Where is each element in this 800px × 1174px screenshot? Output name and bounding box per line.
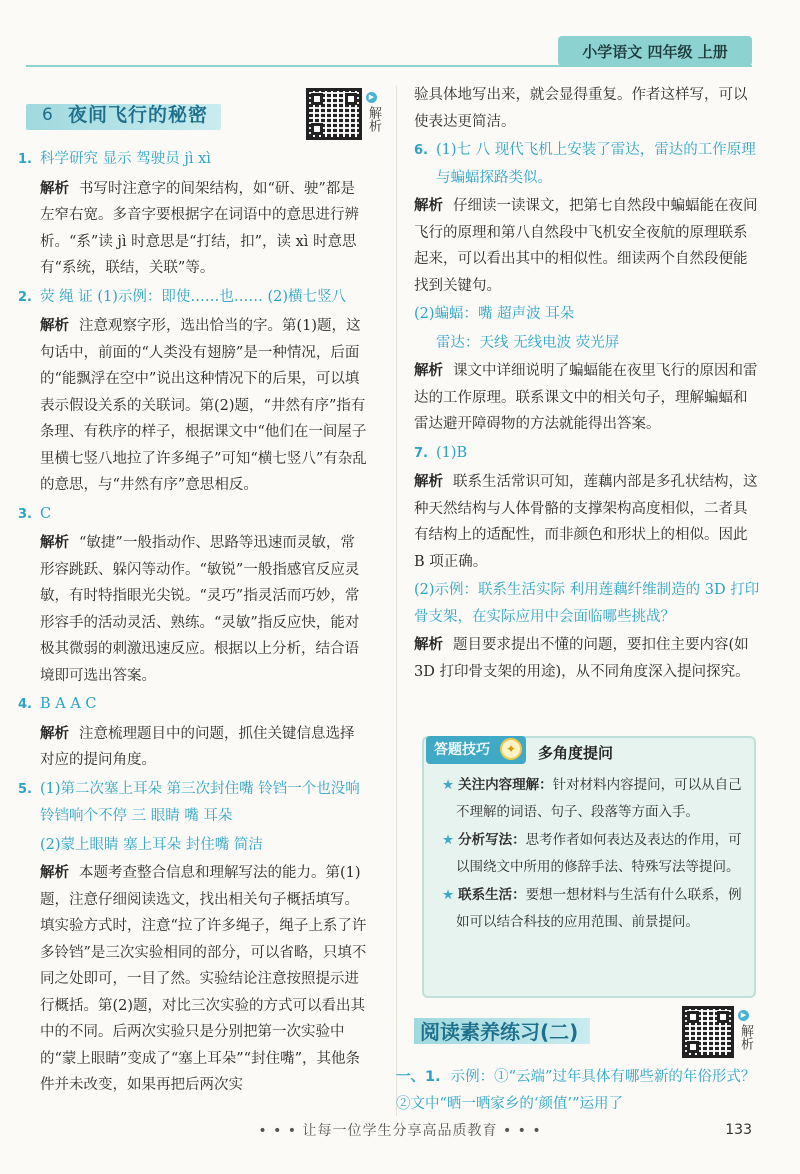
answer: (1)七 八 现代飞机上安装了雷达，雷达的工作原理与蝙蝠探路类似。: [436, 142, 756, 186]
header-tab: 小学语文 四年级 上册: [558, 36, 752, 66]
answer: C: [40, 505, 52, 522]
question-6-part-2b: [414, 330, 760, 357]
explanation-tag: 解析: [414, 363, 443, 379]
explanation-5-continued: [414, 82, 760, 135]
question-3: [18, 501, 368, 529]
tip-item: [438, 772, 748, 826]
tip-key: 分析写法：: [458, 832, 526, 848]
tip-item: [438, 827, 748, 881]
explanation-text: “敏捷”一般指动作、思路等迅速而灵敏，常形容跳跃、躲闪等动作。“敏锐”一般指感官反应灵敏，有时特指眼光尖锐。“灵巧”指灵活而巧妙，常形容手的活动灵活、熟练。“灵敏”指反应快，能对极其微弱的刺激迅速反应。根据以上分析，结合语境即可选出答案。: [40, 535, 360, 684]
tip-text: 思考作者如何表达及表达的作用，可以围绕文中所用的修辞手法、特殊写法等提问。: [456, 832, 742, 875]
question-number: 1.: [18, 152, 32, 167]
explanation-tag: 解析: [40, 180, 69, 197]
explanation-3: [18, 530, 368, 689]
explanation-tag: 解析: [40, 318, 69, 334]
explanation-7-2: [414, 632, 760, 685]
question-5-part-2: [18, 832, 368, 859]
question-6: [414, 137, 760, 191]
answer: 荧 绳 证 (1)示例：即使……也…… (2)横七竖八: [40, 288, 347, 305]
qr-label: 解析: [738, 1024, 753, 1050]
question-number: 2.: [18, 289, 32, 305]
tip-key: 关注内容理解：: [458, 777, 553, 793]
explanation-text: 联系生活常识可知，莲藕内部是多孔状结构，这种天然结构与人体骨骼的支撑架构高度相似，二者具有结构上的适配性，而非颜色和形状上的相似。因此 B 项正确。: [414, 474, 758, 570]
lesson-title-text: 夜间飞行的秘密: [68, 104, 209, 126]
question-7: [414, 440, 760, 468]
answer: 示例：①“云端”过年具体有哪些新的年俗形式？ ②文中“晒一晒家乡的‘颜值’”运用了: [396, 1069, 756, 1112]
answer: (2)蝙蝠：嘴 超声波 耳朵: [414, 306, 575, 322]
question-number: 一、1.: [396, 1069, 441, 1085]
explanation-text: 书写时注意字的间架结构，如“研、驶”都是左窄右宽。多音字要根据字在词语中的意思进行辨析。“系”读 jì 时意思是“打结，扣”，读 xì 时意思有“系统，联结，关联”等。: [40, 180, 359, 276]
explanation-tag: 解析: [40, 865, 69, 881]
lesson-title: [26, 98, 368, 140]
explanation-tag: 解析: [40, 535, 69, 551]
question-7-part-2: [414, 577, 760, 630]
play-icon: ▶: [738, 1010, 749, 1021]
question-6-part-2a: [414, 301, 760, 328]
explanation-tag: 解析: [414, 198, 443, 214]
footer-slogan: • • • 让每一位学生分享高品质教育 • • •: [258, 1123, 542, 1139]
explanation-text: 本题考查整合信息和理解写法的能力。第(1)题，注意仔细阅读选文，找出相关句子概括填写。填实验方式时，注意“拉了许多绳子，绳子上系了许多铃铛”是三次实验相同的部分，可以省略，只填不同之处即可，一目了然。实验结论注意按照提示进行概括。第(2)题，对比三次实验的方式可以看出其中的不同。后两次实验只是分别把第一次实验中的“蒙上眼睛”变成了“塞上耳朵”“封住嘴”，其他条件并未改变，如果再把后两次实: [40, 865, 367, 1093]
answer: 科学研究 显示 驾驶员 jì xì: [40, 151, 211, 167]
left-column: [18, 80, 368, 1101]
answer: (2)蒙上眼睛 塞上耳朵 封住嘴 简洁: [40, 836, 263, 853]
answer: B A A C: [40, 696, 97, 712]
tips-badge: 答题技巧: [426, 736, 526, 764]
explanation-2: [18, 313, 368, 499]
qr-code-icon[interactable]: [682, 1006, 734, 1058]
lesson-number: 6: [42, 105, 53, 125]
page-number: 133: [725, 1122, 752, 1138]
question-number: 3.: [18, 506, 32, 522]
explanation-text: 验具体地写出来，就会显得重复。作者这样写，可以使表达更简洁。: [414, 87, 748, 130]
qr-label: 解析: [366, 106, 381, 132]
question-1: [18, 146, 368, 174]
tip-item: [438, 882, 748, 936]
lightbulb-icon: ✦: [500, 738, 522, 760]
tip-key: 联系生活：: [458, 887, 526, 903]
explanation-6-2: [414, 358, 760, 438]
question-number: 6.: [414, 143, 428, 158]
practice-title-text: 阅读素养练习(二): [420, 1020, 579, 1044]
tip-text: 针对材料内容提问，可以从自己不理解的词语、句子、段落等方面入手。: [456, 777, 742, 820]
answer: 雷达：天线 无线电波 荧光屏: [436, 334, 620, 351]
explanation-tag: 解析: [40, 725, 69, 742]
explanation-text: 注意梳理题目中的问题，抓住关键信息选择对应的提问角度。: [40, 725, 355, 768]
explanation-6-1: [414, 193, 760, 299]
column-divider: [396, 86, 397, 1116]
practice-question-1: [396, 1064, 758, 1117]
answer: (2)示例：联系生活实际 利用莲藕纤维制造的 3D 打印骨支架，在实际应用中会面临哪些挑战？: [414, 582, 760, 625]
header-line: [26, 65, 752, 67]
explanation-1: [18, 176, 368, 282]
explanation-text: 题目要求提出不懂的问题，要扣住主要内容(如 3D 打印骨支架的用途)，从不同角度深入提问探究。: [414, 637, 750, 680]
star-icon: ★: [442, 777, 455, 793]
explanation-tag: 解析: [414, 637, 443, 653]
explanation-text: 课文中详细说明了蝙蝠能在夜里飞行的原因和雷达的工作原理。联系课文中的相关句子，理解蝙蝠和雷达避开障碍物的方法就能得出答案。: [414, 363, 758, 432]
answer: (1)B: [436, 444, 468, 461]
right-column: [414, 82, 760, 687]
question-number: 5.: [18, 781, 32, 797]
answer: (1)第二次塞上耳朵 第三次封住嘴 铃铛一个也没响 铃铛响个不停 三 眼睛 嘴 耳朵: [40, 780, 360, 824]
question-number: 7.: [414, 445, 428, 461]
tips-list: [438, 772, 748, 937]
star-icon: ★: [442, 832, 455, 848]
explanation-5: [18, 860, 368, 1099]
question-number: 4.: [18, 697, 32, 712]
question-2: [18, 284, 368, 312]
explanation-4: [18, 721, 368, 774]
explanation-text: 注意观察字形，选出恰当的字。第(1)题，这句话中，前面的“人类没有翅膀”是一种情况，后面的“能飘浮在空中”说出这种情况下的后果，可以填表示假设关系的关联词。第(2)题，“井然有序”指有条理、有秩序的样子，根据课文中“他们在一间屋子里横七竖八地拉了许多绳子”可知“横七竖八”有杂乱的意思，与“井然有序”意思相反。: [40, 318, 367, 493]
question-4: [18, 691, 368, 719]
star-icon: ★: [442, 887, 455, 903]
tip-text: 要想一想材料与生活有什么联系，例如可以结合科技的应用范围、前景提问。: [456, 887, 742, 930]
explanation-text: 仔细读一读课文，把第七自然段中蝙蝠能在夜间飞行的原理和第八自然段中飞机安全夜航的原理联系起来，可以看出其中的相似性。细读两个自然段便能找到关键句。: [414, 198, 758, 294]
explanation-7-1: [414, 469, 760, 575]
explanation-tag: 解析: [414, 474, 443, 490]
tips-title: 多角度提问: [538, 744, 614, 762]
question-5: [18, 776, 368, 830]
play-icon: ▶: [366, 92, 377, 103]
